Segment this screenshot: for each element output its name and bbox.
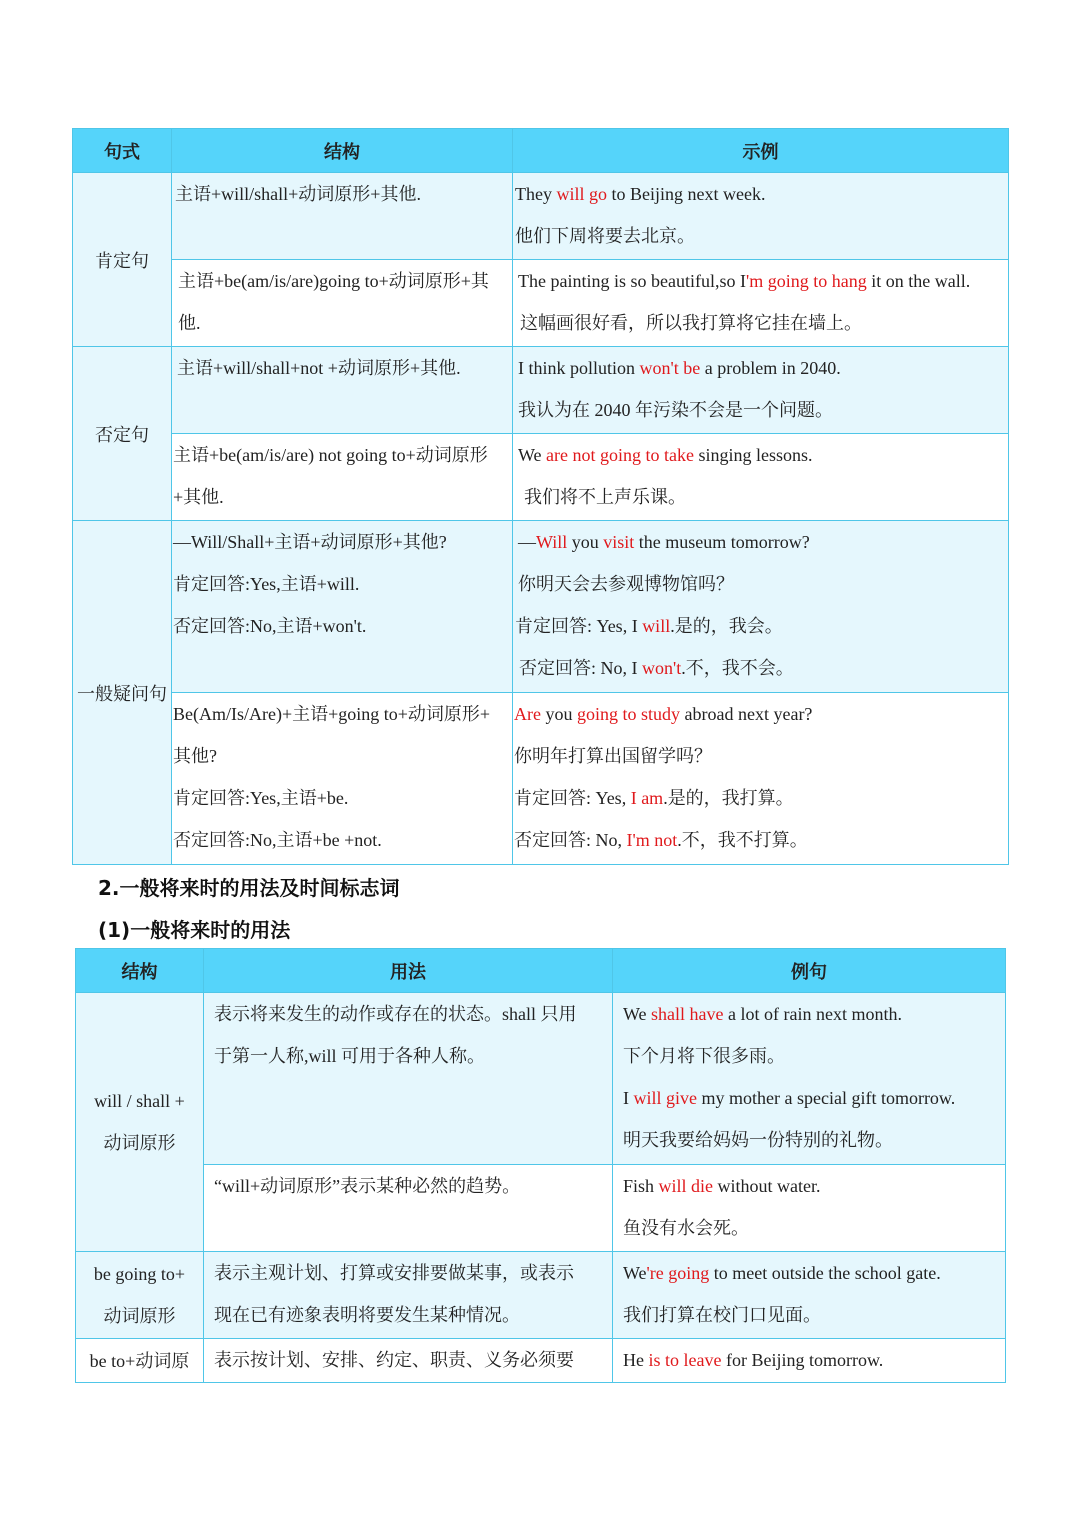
example-en: I think pollution won't be a problem in 2040. [518,358,841,378]
example-en: We're going to meet outside the school gate. [623,1263,941,1283]
header-structure: 结构 [76,949,204,993]
example-en: —Will you visit the museum tomorrow? [518,532,810,552]
example-zh: 你明年打算出国留学吗？ [514,746,712,766]
usage-cell: “will+动词原形”表示某种必然的趋势。 [204,1165,613,1252]
header-example: 示例 [513,129,1009,173]
usage-cell: 表示按计划、安排、约定、职责、义务必须要 [204,1339,613,1383]
example-answer-no: 否定回答: No, I won't.不，我不会。 [519,658,794,678]
row-label-be-to: be to+动词原 [76,1339,204,1383]
example-cell [613,993,1006,1165]
example-en: They will go to Beijing next week. [515,184,766,204]
example-cell [513,434,1009,521]
example-cell [513,173,1009,260]
table-row [73,173,1009,260]
usage-cell: 表示将来发生的动作或存在的状态。shall 只用 于第一人称,will 可用于各种人称。 [204,993,613,1165]
table-row [76,993,1006,1165]
row-label-affirmative: 肯定句 [73,173,172,347]
example-zh: 明天我要给妈妈一份特别的礼物。 [623,1130,893,1150]
example-cell [513,347,1009,434]
table-sentence-patterns [72,128,1009,865]
example-answer-yes: 肯定回答: Yes, I am.是的，我打算。 [514,788,794,808]
example-cell [613,1252,1006,1339]
table-row [76,1339,1006,1383]
header-usage: 用法 [204,949,613,993]
table-row [76,1252,1006,1339]
example-zh: 你明天会去参观博物馆吗？ [518,574,734,594]
table-row [73,260,1009,347]
table-row [73,521,1009,693]
row-label-be-going-to: be going to+ 动词原形 [76,1252,204,1339]
row-label-negative: 否定句 [73,347,172,521]
example-en: We are not going to take singing lessons. [518,445,813,465]
example-cell [613,1339,1006,1383]
subsection-heading: (1)一般将来时的用法 [98,918,291,942]
row-label-question: 一般疑问句 [73,521,172,865]
example-answer-no: 否定回答: No, I'm not.不，我不打算。 [514,830,808,850]
example-cell [513,260,1009,347]
structure-cell: Be(Am/Is/Are)+主语+going to+动词原形+ 其他? 肯定回答:Yes,主语+be. 否定回答:No,主语+be +not. [172,693,513,865]
example-cell [513,521,1009,693]
structure-cell: —Will/Shall+主语+动词原形+其他? 肯定回答:Yes,主语+will. 否定回答:No,主语+won't. [172,521,513,693]
example-zh: 鱼没有水会死。 [623,1218,749,1238]
example-answer-yes: 肯定回答: Yes, I will.是的，我会。 [515,616,783,636]
table-row [73,693,1009,865]
example-zh: 我们将不上声乐课。 [524,487,686,507]
table-row [73,434,1009,521]
example-en: The painting is so beautiful,so I'm going to hang it on the wall. [518,271,971,291]
structure-cell: 主语+will/shall+not +动词原形+其他. [172,347,513,434]
table-header-row [76,949,1006,993]
example-zh: 他们下周将要去北京。 [515,226,695,246]
table-future-usage [75,948,1006,1383]
structure-cell: 主语+be(am/is/are)going to+动词原形+其 他. [172,260,513,347]
header-pattern: 句式 [73,129,172,173]
table-row [76,1165,1006,1252]
structure-cell: 主语+will/shall+动词原形+其他. [172,173,513,260]
table-header-row [73,129,1009,173]
example-en: I will give my mother a special gift tomorrow. [623,1088,956,1108]
example-zh: 下个月将下很多雨。 [623,1046,785,1066]
example-cell [513,693,1009,865]
example-cell [613,1165,1006,1252]
header-structure: 结构 [172,129,513,173]
structure-cell: 主语+be(am/is/are) not going to+动词原形 +其他. [172,434,513,521]
usage-cell: 表示主观计划、打算或安排要做某事，或表示 现在已有迹象表明将要发生某种情况。 [204,1252,613,1339]
row-label-will-shall: will / shall + 动词原形 [76,993,204,1252]
example-en: We shall have a lot of rain next month. [623,1004,902,1024]
section-heading: 2.一般将来时的用法及时间标志词 [98,876,400,900]
example-en: He is to leave for Beijing tomorrow. [623,1350,884,1370]
header-example: 例句 [613,949,1006,993]
example-zh: 我认为在 2040 年污染不会是一个问题。 [518,400,833,420]
example-en: Fish will die without water. [623,1176,821,1196]
table-row [73,347,1009,434]
example-zh: 这幅画很好看，所以我打算将它挂在墙上。 [520,313,862,333]
example-zh: 我们打算在校门口见面。 [623,1305,821,1325]
example-en: Are you going to study abroad next year? [514,704,813,724]
